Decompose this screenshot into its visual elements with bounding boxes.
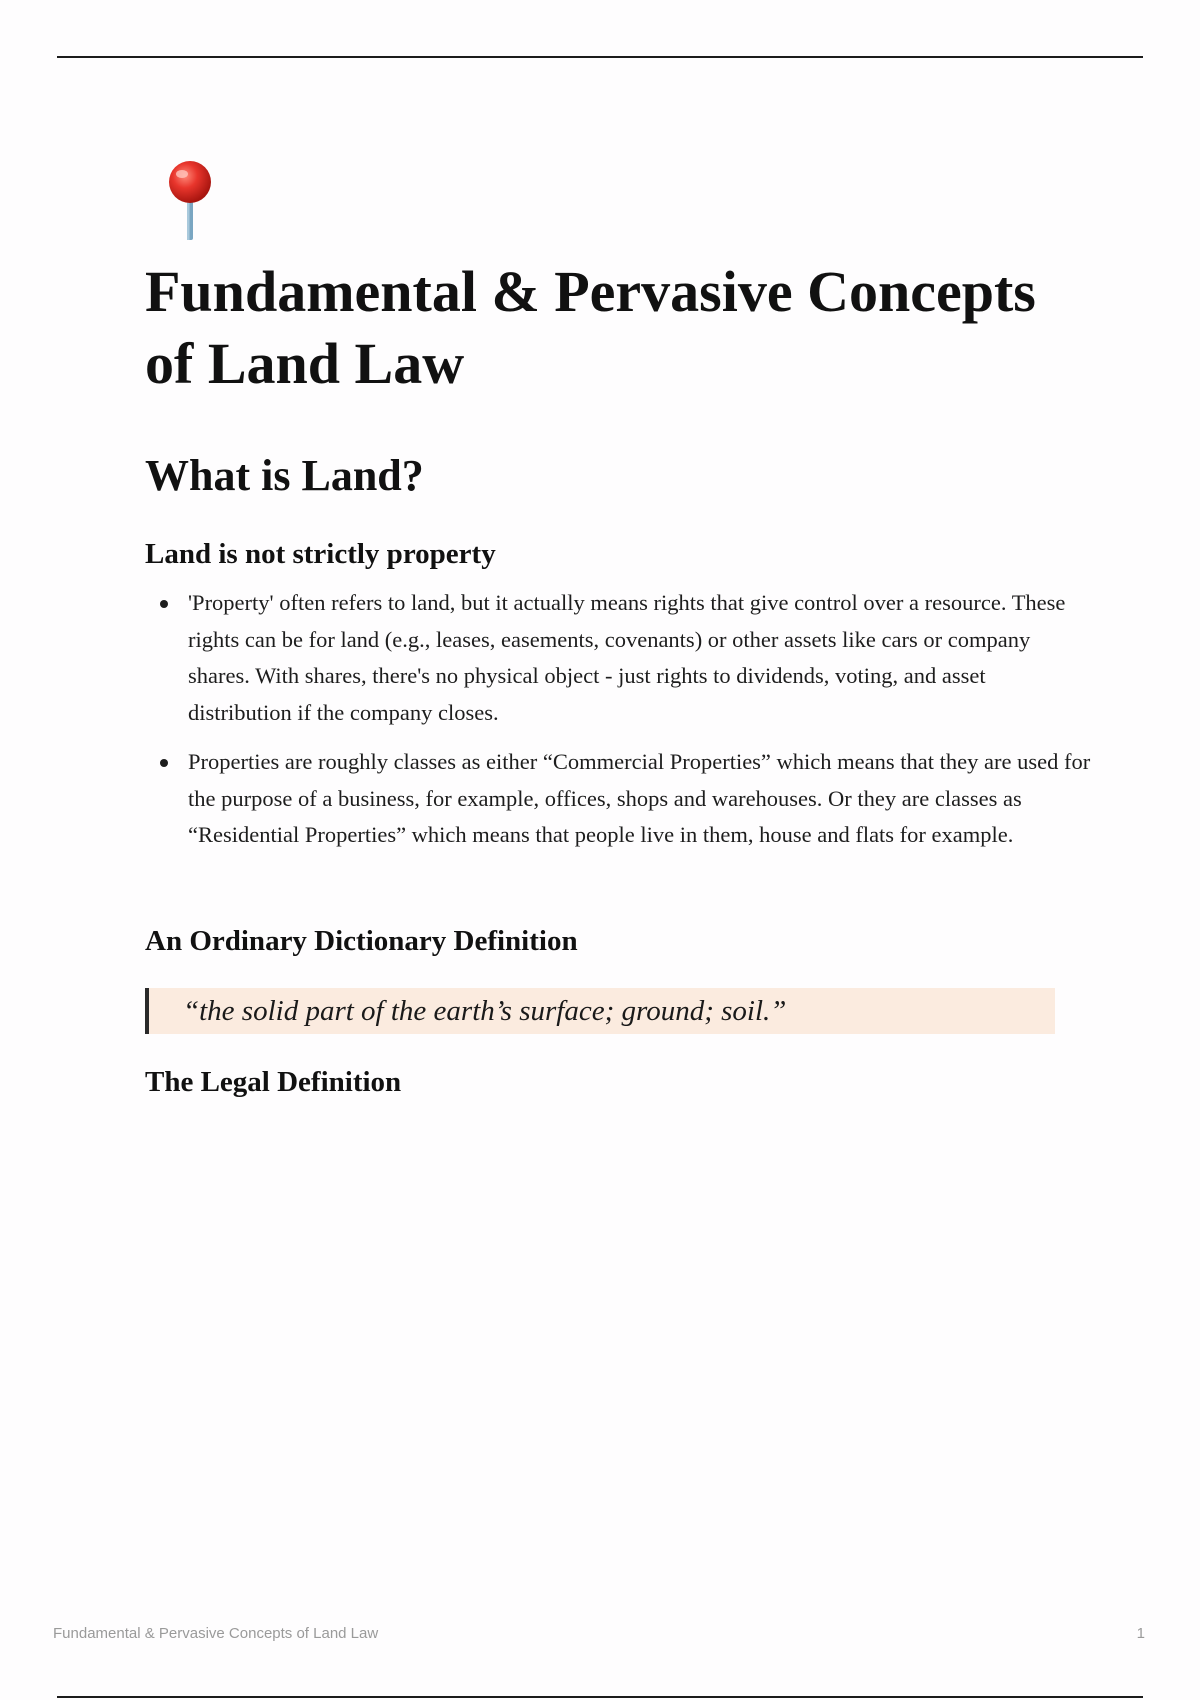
bullet-dot — [160, 600, 168, 608]
subheading-land-not-property: Land is not strictly property — [145, 538, 496, 570]
subheading-dictionary-definition: An Ordinary Dictionary Definition — [145, 925, 578, 957]
subheading-legal-definition: The Legal Definition — [145, 1066, 402, 1098]
page-title: Fundamental & Pervasive Concepts of Land Law — [145, 259, 1036, 396]
pushpin-icon — [158, 158, 222, 242]
page-number: 1 — [1136, 1625, 1145, 1642]
footer-rule — [57, 1696, 1143, 1698]
list-item — [188, 744, 1093, 854]
section-heading-what-is-land: What is Land? — [145, 451, 424, 500]
bullet-text: 'Property' often refers to land, but it actually means rights that give control over a resource. These rights can be for land (e.g., leases, easements, covenants) or other assets like cars or company shares. With shares, there's no physical object - just rights to dividends, voting, and asset distribution if the company closes. — [188, 590, 1066, 725]
dictionary-quote: “the solid part of the earth’s surface; ground; soil.” — [145, 988, 1055, 1034]
header-rule — [57, 56, 1143, 58]
bullet-list — [145, 585, 1093, 867]
list-item — [188, 585, 1093, 731]
bullet-dot — [160, 759, 168, 767]
footer-title: Fundamental & Pervasive Concepts of Land Law — [53, 1625, 379, 1642]
bullet-text: Properties are roughly classes as either “Commercial Properties” which means that they are used for the purpose of a business, for example, offices, shops and warehouses. Or they are classes as “Residential Properties” which means that people live in them, house and flats for example. — [188, 749, 1091, 847]
